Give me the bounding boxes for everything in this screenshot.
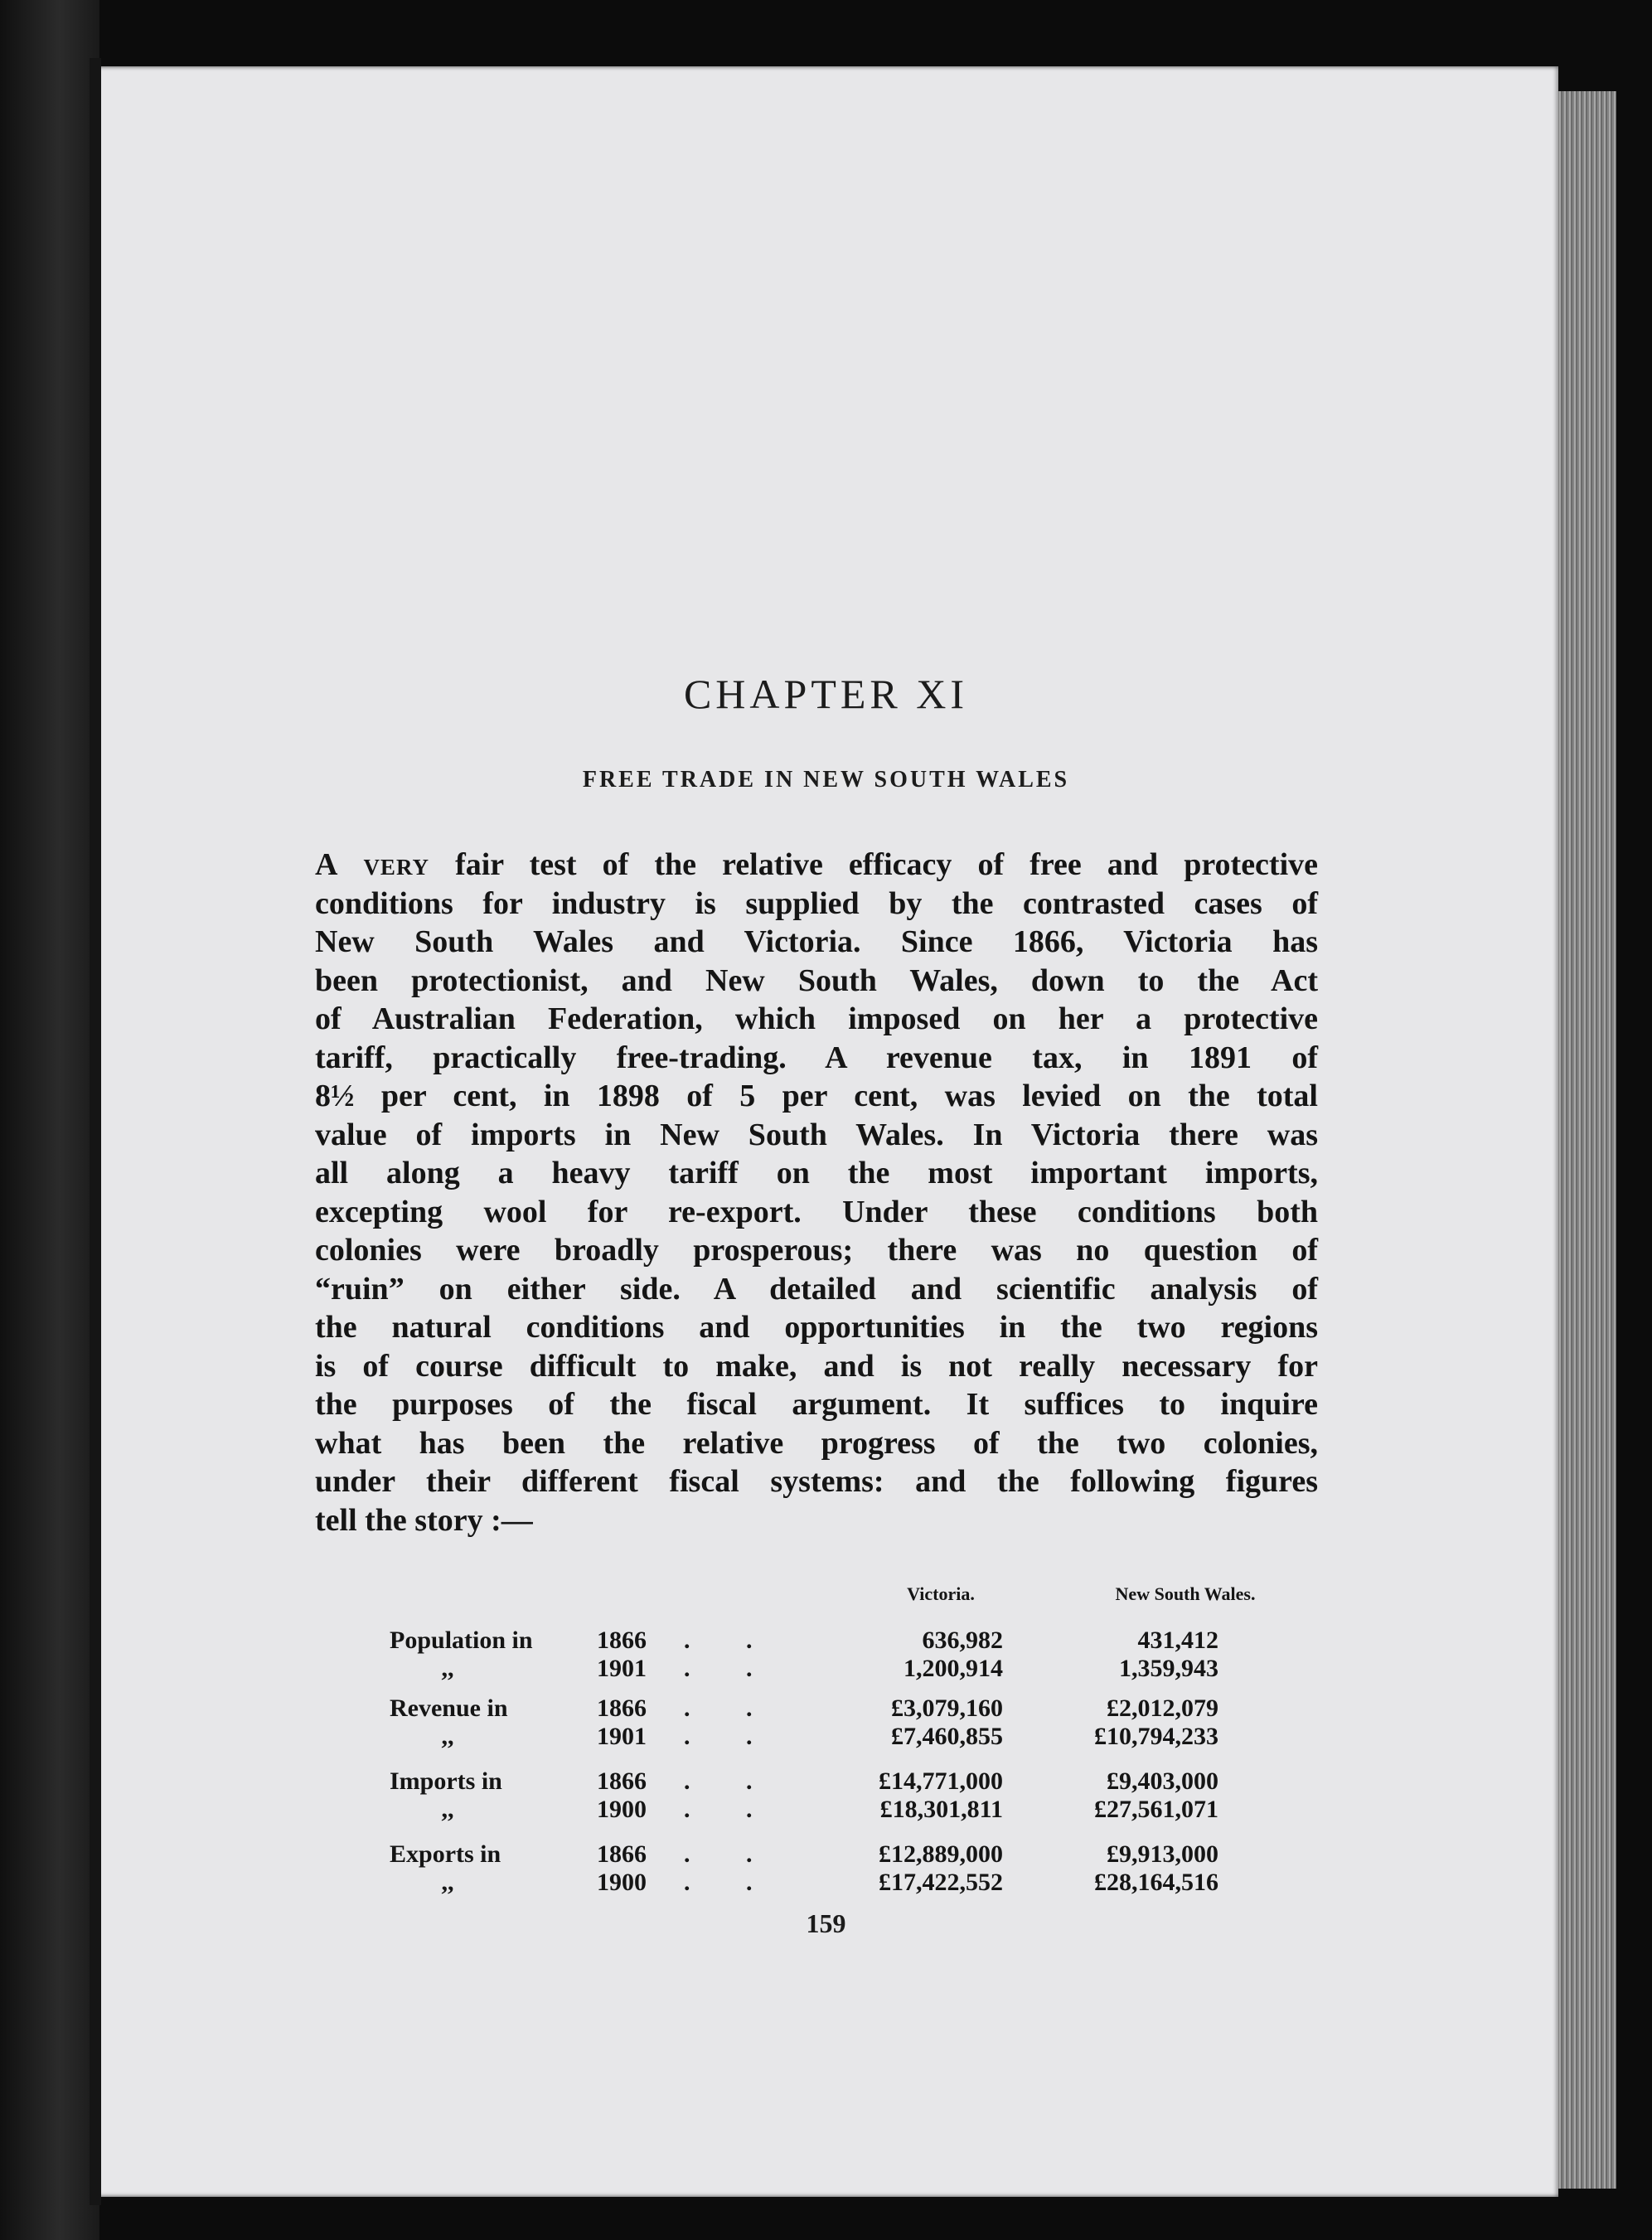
row-year: 1866 xyxy=(597,1840,647,1868)
leader-dots: . . xyxy=(684,1723,778,1750)
nsw-value: 431,412 xyxy=(1137,1627,1218,1654)
nsw-value: £10,794,233 xyxy=(1094,1723,1218,1750)
row-label: Exports in xyxy=(390,1840,501,1868)
table-row xyxy=(390,1695,1326,1724)
table-row xyxy=(390,1796,1326,1825)
nsw-value: £9,403,000 xyxy=(1107,1767,1218,1795)
victoria-value: £3,079,160 xyxy=(891,1695,1003,1722)
body-line: tariff, practically free-trading. A revenue tax, in 1891 of xyxy=(315,1040,1318,1075)
table-row xyxy=(390,1869,1326,1898)
row-label: Revenue in xyxy=(390,1695,508,1722)
body-line: the purposes of the fiscal argument. It suffices to inquire xyxy=(315,1387,1318,1422)
victoria-value: £12,889,000 xyxy=(879,1840,1003,1868)
victoria-value: £18,301,811 xyxy=(879,1796,1003,1823)
section-title: FREE TRADE IN NEW SOUTH WALES xyxy=(582,767,1070,793)
row-label: ,, xyxy=(441,1723,454,1750)
body-line: is of course difficult to make, and is not really necessary for xyxy=(315,1348,1318,1384)
nsw-value: 1,359,943 xyxy=(1119,1655,1218,1682)
body-line: “ruin” on either side. A detailed and scientific analysis of xyxy=(315,1271,1318,1307)
body-line: all along a heavy tariff on the most important imports, xyxy=(315,1156,1318,1190)
row-year: 1900 xyxy=(597,1869,647,1896)
row-year: 1901 xyxy=(597,1723,647,1750)
nsw-value: £2,012,079 xyxy=(1107,1695,1218,1722)
victoria-value: £17,422,552 xyxy=(879,1869,1003,1896)
row-label: ,, xyxy=(441,1869,454,1896)
lead-small-caps: A very xyxy=(315,847,429,882)
body-line: the natural conditions and opportunities in the two regions xyxy=(315,1310,1318,1345)
table-row xyxy=(390,1627,1326,1656)
table-row xyxy=(390,1723,1326,1753)
body-line: tell the story :— xyxy=(315,1502,533,1538)
row-year: 1900 xyxy=(597,1796,647,1823)
row-year: 1901 xyxy=(597,1655,647,1682)
victoria-value: 636,982 xyxy=(922,1627,1003,1654)
nsw-value: £9,913,000 xyxy=(1107,1840,1218,1868)
scan-background xyxy=(0,0,99,2240)
chapter-title: CHAPTER XI xyxy=(683,671,969,717)
body-line: excepting wool for re-export. Under these conditions both xyxy=(315,1194,1318,1229)
victoria-value: £14,771,000 xyxy=(879,1767,1003,1795)
leader-dots: . . xyxy=(684,1655,778,1682)
leader-dots: . . xyxy=(684,1796,778,1823)
row-label: ,, xyxy=(441,1655,454,1682)
body-line: of Australian Federation, which imposed on her a protective xyxy=(315,1001,1318,1036)
victoria-value: 1,200,914 xyxy=(904,1655,1003,1682)
leader-dots: . . xyxy=(684,1767,778,1795)
nsw-value: £28,164,516 xyxy=(1094,1869,1218,1896)
page-number: 159 xyxy=(806,1908,846,1938)
column-header-nsw: New South Wales. xyxy=(1115,1583,1256,1604)
body-line-text: fair test of the relative efficacy of free and protective xyxy=(429,847,1318,882)
body-line: under their different fiscal systems: and the following figures xyxy=(315,1464,1318,1499)
leader-dots: . . xyxy=(684,1840,778,1868)
body-paragraph xyxy=(315,846,1318,1539)
table-row xyxy=(390,1840,1326,1870)
row-year: 1866 xyxy=(597,1767,647,1795)
table-row xyxy=(390,1767,1326,1797)
table-row xyxy=(390,1655,1326,1685)
leader-dots: . . xyxy=(684,1695,778,1722)
body-line: conditions for industry is supplied by the contrasted cases of xyxy=(315,885,1318,921)
body-line: New South Wales and Victoria. Since 1866, Victoria has xyxy=(315,924,1318,959)
row-year: 1866 xyxy=(597,1627,647,1654)
body-line: been protectionist, and New South Wales, down to the Act xyxy=(315,962,1318,998)
nsw-value: £27,561,071 xyxy=(1094,1796,1218,1823)
page-edges xyxy=(1558,91,1616,2189)
victoria-value: £7,460,855 xyxy=(891,1723,1003,1750)
row-year: 1866 xyxy=(597,1695,647,1722)
body-line: 8½ per cent, in 1898 of 5 per cent, was levied on the total xyxy=(315,1079,1318,1113)
body-line: colonies were broadly prosperous; there was no question of xyxy=(315,1233,1318,1268)
body-line: value of imports in New South Wales. In Victoria there was xyxy=(315,1117,1318,1152)
column-header-victoria: Victoria. xyxy=(907,1583,975,1604)
body-line xyxy=(315,846,1318,885)
leader-dots: . . xyxy=(684,1627,778,1654)
row-label: ,, xyxy=(441,1796,454,1823)
page-gutter-shadow xyxy=(90,58,101,2205)
row-label: Population in xyxy=(390,1627,533,1654)
body-line: what has been the relative progress of the two colonies, xyxy=(315,1425,1318,1461)
row-label: Imports in xyxy=(390,1767,502,1795)
leader-dots: . . xyxy=(684,1869,778,1896)
